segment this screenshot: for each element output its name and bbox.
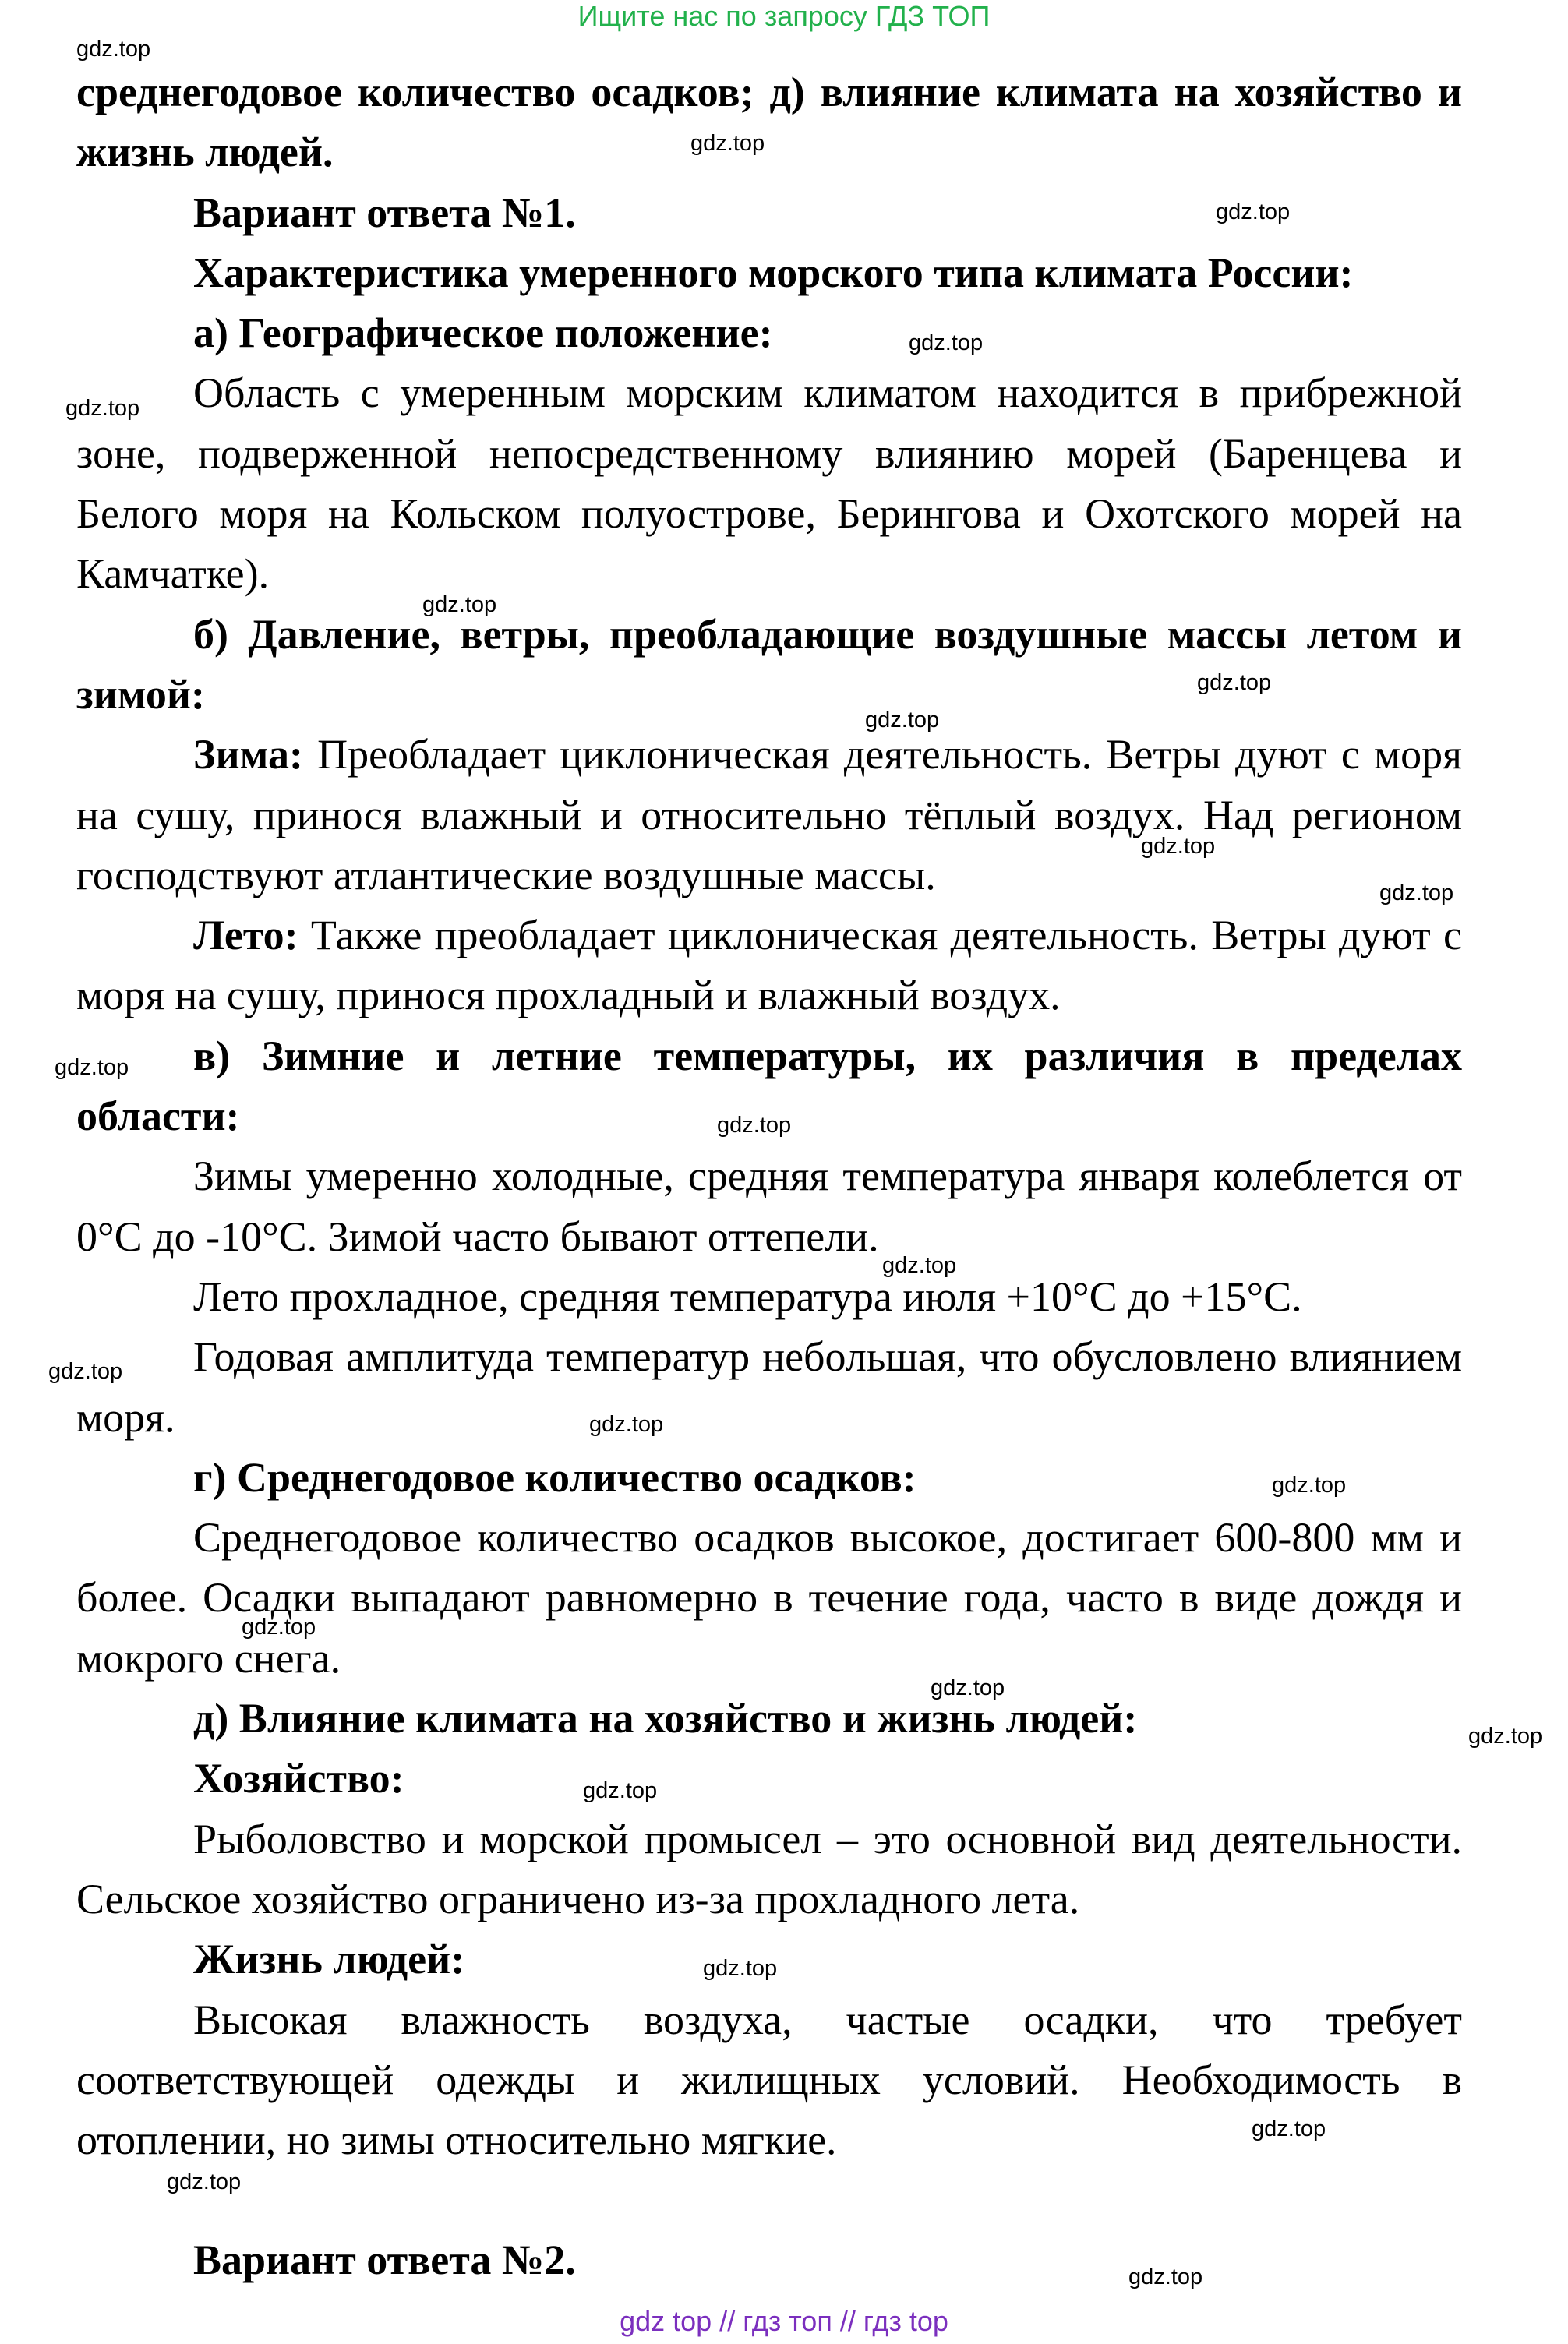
paragraph-summer-temperature: Лето прохладное, средняя температура июля +10°C до +15°C.	[193, 1273, 1302, 1320]
watermark: gdz.top	[242, 1615, 316, 1640]
paragraph-amplitude: Годовая амплитуда температур небольшая, что обусловлено влиянием моря.	[76, 1333, 1462, 1441]
heading-precipitation: г) Среднегодовое количество осадков:	[193, 1453, 916, 1501]
winter-text: Преобладает циклоническая деятельность. Ветры дуют с моря на сушу, принося влажный и относительно тёплый воздух. Над регионом господствуют атлантические воздушные массы.	[76, 731, 1462, 898]
watermark: gdz.top	[1216, 199, 1291, 224]
intro-paragraph: среднегодовое количество осадков; д) влияние климата на хозяйство и жизнь людей.	[76, 69, 1462, 176]
watermark: gdz.top	[1197, 670, 1272, 695]
watermark: gdz.top	[589, 1412, 664, 1437]
paragraph-people-life: Высокая влажность воздуха, частые осадки, что требует соответствующей одежды и жилищных условий. Необходимость в отоплении, но зимы относительно мягкие.	[76, 1996, 1462, 2164]
summer-label: Лето:	[193, 912, 298, 959]
watermark: gdz.top	[1252, 2116, 1326, 2141]
watermark: gdz.top	[1128, 2265, 1203, 2289]
watermark: gdz.top	[931, 1675, 1005, 1700]
paragraph-winter	[76, 725, 1462, 905]
watermark: gdz.top	[422, 592, 497, 617]
watermark: gdz.top	[55, 1055, 129, 1080]
paragraph-winter-temperature: Зимы умеренно холодные, средняя температура января колеблется от 0°C до -10°C. Зимой часто бывают оттепели.	[76, 1153, 1462, 1260]
heading-geographic-position: а) Географическое положение:	[193, 309, 773, 357]
heading-pressure-winds: б) Давление, ветры, преобладающие воздушные массы летом и зимой:	[76, 610, 1462, 718]
paragraph-geographic-position: Область с умеренным морским климатом находится в прибрежной зоне, подверженной непосредственному влиянию морей (Баренцева и Белого моря на Кольском полуострове, Берингова и Охотского морей на Камчатке).	[76, 369, 1462, 598]
paragraph-precipitation: Среднегодовое количество осадков высокое, достигает 600-800 мм и более. Осадки выпадают равномерно в течение года, часто в виде дождя и мокрого снега.	[76, 1514, 1462, 1682]
paragraph-economy: Рыболовство и морской промысел – это основной вид деятельности. Сельское хозяйство ограничено из-за прохладного лета.	[76, 1815, 1462, 1922]
watermark: gdz.top	[1272, 1473, 1347, 1498]
watermark: gdz.top	[690, 131, 765, 156]
heading-temperatures: в) Зимние и летние температуры, их различия в пределах области:	[76, 1032, 1462, 1140]
watermark: gdz.top	[1468, 1724, 1543, 1749]
heading-people-life: Жизнь людей:	[193, 1936, 465, 1983]
watermark: gdz.top	[167, 2169, 242, 2194]
spacer	[76, 2170, 1462, 2230]
variant-2-heading: Вариант ответа №2.	[193, 2236, 576, 2284]
variant-1-heading: Вариант ответа №1.	[193, 189, 576, 236]
section-title: Характеристика умеренного морского типа климата России:	[193, 249, 1354, 296]
watermark: gdz.top	[65, 396, 140, 421]
bottom-banner[interactable]: gdz top // гдз топ // гдз top	[620, 2305, 948, 2337]
watermark: gdz.top	[882, 1253, 957, 1278]
watermark: gdz.top	[76, 37, 151, 62]
watermark: gdz.top	[1141, 834, 1216, 859]
top-banner[interactable]: Ищите нас по запросу ГДЗ ТОП	[577, 0, 991, 32]
winter-label: Зима:	[193, 731, 304, 778]
paragraph-summer	[76, 905, 1462, 1026]
watermark: gdz.top	[909, 330, 984, 355]
heading-economy: Хозяйство:	[193, 1755, 404, 1802]
summer-text: Также преобладает циклоническая деятельность. Ветры дуют с моря на сушу, принося прохладный и влажный воздух.	[76, 912, 1462, 1019]
heading-climate-influence: д) Влияние климата на хозяйство и жизнь людей:	[193, 1695, 1138, 1742]
watermark: gdz.top	[703, 1956, 778, 1981]
watermark: gdz.top	[865, 708, 940, 732]
watermark: gdz.top	[1379, 881, 1454, 905]
watermark: gdz.top	[583, 1778, 658, 1803]
watermark: gdz.top	[48, 1359, 123, 1384]
watermark: gdz.top	[717, 1113, 792, 1138]
